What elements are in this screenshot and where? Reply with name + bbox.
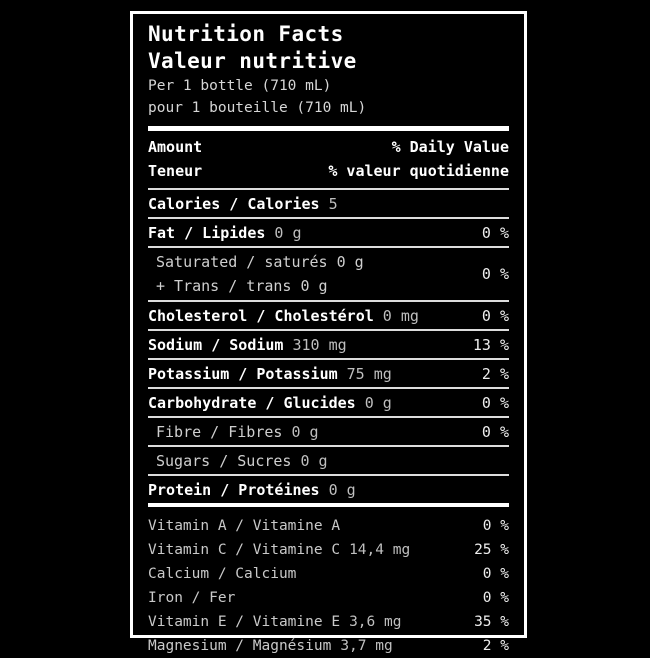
daily-value: 0 %	[481, 422, 509, 441]
micronutrient-section	[148, 507, 509, 658]
row-fibre	[148, 418, 509, 447]
nutrient-amount: 0 g	[274, 223, 302, 242]
row-fat	[148, 219, 509, 248]
nutrient-name: Protein / Protéines	[148, 480, 320, 499]
nutrient-amount: 0 g	[300, 451, 328, 470]
nutrient-name: Cholesterol / Cholestérol	[148, 306, 374, 325]
nutrient-amount: 0 g	[291, 422, 319, 441]
daily-value: 25 %	[474, 542, 509, 558]
daily-value: 13 %	[472, 335, 509, 354]
nutrient-amount: 310 mg	[292, 335, 347, 354]
label-title-fr: Valeur nutritive	[148, 49, 357, 73]
column-header-row-en	[148, 135, 509, 159]
row-potassium	[148, 360, 509, 389]
nutrient-amount: 0 g	[364, 393, 392, 412]
row-vitamin-e	[148, 610, 509, 634]
saturated-fat-line: Saturated / saturés 0 g	[156, 253, 364, 271]
nutrient-amount: 75 mg	[346, 364, 392, 383]
daily-value: 0 %	[481, 223, 509, 242]
row-cholesterol	[148, 302, 509, 331]
nutrient-amount: 0 g	[328, 480, 356, 499]
row-protein	[148, 476, 509, 503]
row-calcium	[148, 562, 509, 586]
daily-value: 0 %	[482, 566, 509, 582]
label-title-en: Nutrition Facts	[148, 22, 344, 46]
daily-value: 0 %	[481, 306, 509, 325]
nutrient-name: Vitamin E / Vitamine E	[148, 614, 341, 630]
daily-value: 2 %	[482, 638, 509, 654]
nutrient-amount: 5	[328, 194, 338, 213]
nutrient-amount: 3,7 mg	[340, 638, 393, 654]
nutrient-name: Fat / Lipides	[148, 223, 266, 242]
column-header-row-fr	[148, 159, 509, 183]
nutrition-facts-label	[130, 11, 527, 654]
nutrient-name: Vitamin A / Vitamine A	[148, 518, 341, 534]
nutrient-amount: 3,6 mg	[349, 614, 402, 630]
nutrient-amount: 0 mg	[382, 306, 419, 325]
row-magnesium	[148, 634, 509, 658]
nutrient-name: Sugars / Sucres	[156, 451, 292, 470]
daily-value-header-en: % Daily Value	[391, 138, 509, 156]
nutrient-name: Iron / Fer	[148, 590, 236, 606]
nutrient-name: Calories / Calories	[148, 194, 320, 213]
nutrient-name: Fibre / Fibres	[156, 422, 283, 441]
row-iron	[148, 586, 509, 610]
daily-value: 0 %	[482, 518, 509, 534]
nutrient-name: Calcium / Calcium	[148, 566, 297, 582]
daily-value: 0 %	[481, 393, 509, 412]
row-sodium	[148, 331, 509, 360]
serving-size-fr: pour 1 bouteille (710 mL)	[148, 100, 367, 116]
amount-header-en: Amount	[148, 138, 203, 156]
row-vitamin-c	[148, 538, 509, 562]
nutrient-name: Vitamin C / Vitamine C	[148, 542, 341, 558]
row-sugars	[148, 447, 509, 476]
daily-value: 2 %	[481, 364, 509, 383]
row-saturated-trans	[148, 248, 509, 302]
nutrient-amount: 14,4 mg	[349, 542, 411, 558]
row-vitamin-a	[148, 514, 509, 538]
nutrient-name: Carbohydrate / Glucides	[148, 393, 356, 412]
nutrient-name: Sodium / Sodium	[148, 335, 284, 354]
daily-value: 35 %	[474, 614, 509, 630]
trans-fat-line: + Trans / trans 0 g	[156, 277, 328, 295]
amount-header-fr: Teneur	[148, 162, 203, 180]
daily-value: 0 %	[482, 590, 509, 606]
serving-size-en: Per 1 bottle (710 mL)	[148, 78, 332, 94]
row-carbohydrate	[148, 389, 509, 418]
row-calories	[148, 190, 509, 219]
nutrient-name: Potassium / Potassium	[148, 364, 338, 383]
nutrient-name: Magnesium / Magnésium	[148, 638, 332, 654]
column-header-section	[148, 131, 509, 190]
daily-value-header-fr: % valeur quotidienne	[328, 162, 509, 180]
daily-value: 0 %	[481, 265, 509, 283]
